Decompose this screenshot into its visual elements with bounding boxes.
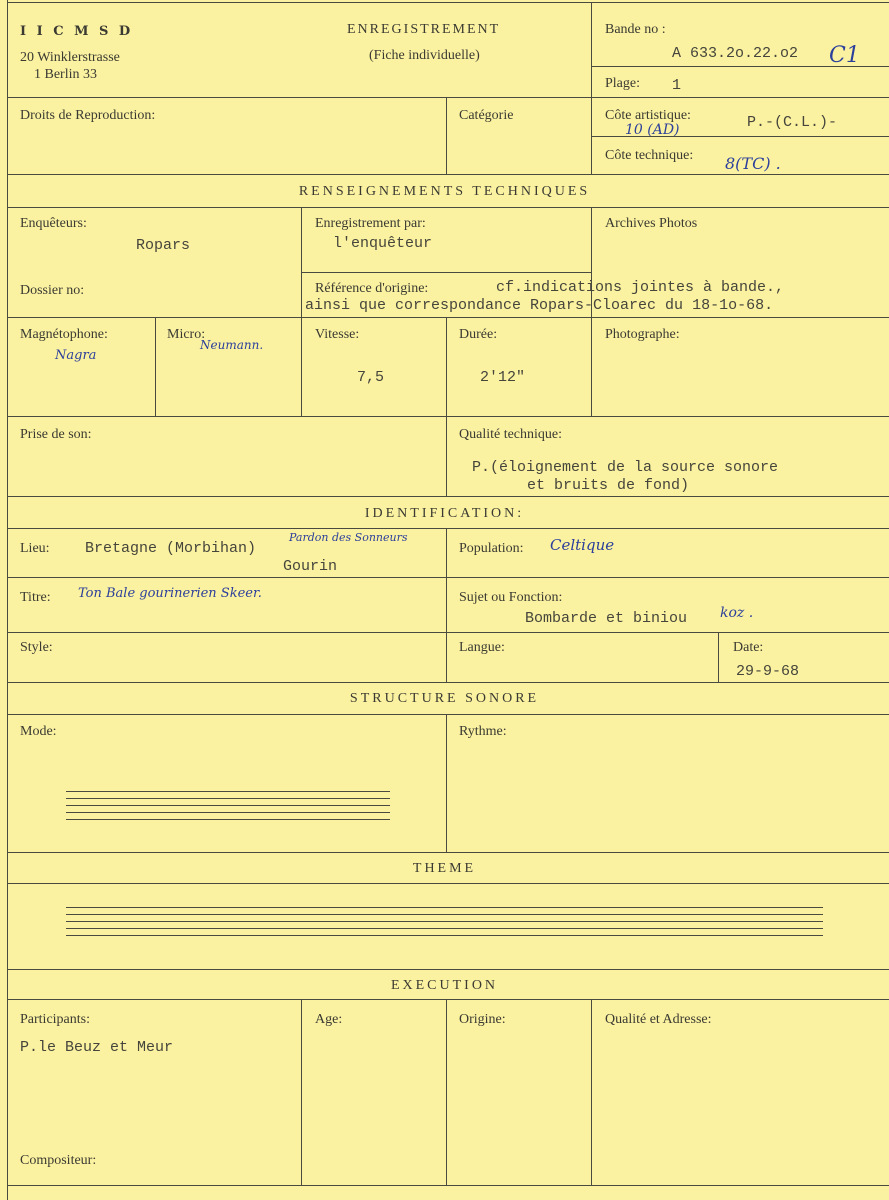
micro-label: Micro: (167, 327, 206, 342)
divider (591, 2, 592, 174)
date-label: Date: (733, 640, 764, 655)
divider (7, 416, 889, 417)
titre-label: Titre: (20, 590, 51, 605)
sujet-label: Sujet ou Fonction: (459, 590, 563, 605)
divider (7, 317, 889, 318)
divider (301, 207, 302, 416)
divider (7, 528, 889, 529)
mode-staff-lines (66, 791, 390, 826)
section-technique: RENSEIGNEMENTS TECHNIQUES (298, 184, 591, 199)
institution-street: 20 Winklerstrasse (20, 50, 120, 65)
theme-staff-lines (66, 907, 823, 942)
divider (301, 999, 302, 1185)
divider (446, 528, 447, 682)
micro-handwritten: Neumann. (200, 338, 264, 352)
cote-artistique-handwritten: 10 (AD) (625, 122, 680, 138)
origine-label: Origine: (459, 1012, 506, 1027)
divider (446, 999, 447, 1185)
categorie-label: Catégorie (459, 108, 514, 123)
dossier-label: Dossier no: (20, 283, 85, 298)
bottom-border (7, 1185, 889, 1186)
photographe-label: Photographe: (605, 327, 680, 342)
enqueteurs-label: Enquêteurs: (20, 216, 87, 231)
prise-de-son-label: Prise de son: (20, 427, 92, 442)
divider (718, 632, 719, 682)
divider (7, 97, 889, 98)
divider (7, 852, 889, 853)
droits-label: Droits de Reproduction: (20, 108, 156, 123)
divider (7, 883, 889, 884)
divider (7, 969, 889, 970)
vitesse-value: 7,5 (357, 369, 385, 386)
section-theme: THEME (412, 861, 477, 876)
qualite-technique-value-line2: et bruits de fond) (527, 477, 690, 494)
divider (7, 207, 889, 208)
left-border (7, 0, 8, 1200)
divider (446, 416, 447, 496)
style-label: Style: (20, 640, 53, 655)
lieu-handwritten: Pardon des Sonneurs (289, 531, 408, 544)
reference-label: Référence d'origine: (315, 281, 429, 296)
population-handwritten: Celtique (550, 536, 615, 554)
magnetophone-label: Magnétophone: (20, 327, 108, 342)
lieu-value: Bretagne (Morbihan) (85, 540, 257, 557)
qualite-technique-value-line1: P.(éloignement de la source sonore (472, 459, 779, 476)
section-execution: EXECUTION (390, 978, 499, 993)
reference-value-line2: ainsi que correspondance Ropars-Cloarec du 18-1o-68. (305, 297, 774, 314)
divider (155, 317, 156, 416)
rythme-label: Rythme: (459, 724, 507, 739)
divider (7, 682, 889, 683)
date-value: 29-9-68 (736, 663, 800, 680)
institution-city: 1 Berlin 33 (34, 67, 97, 82)
participants-value: P.le Beuz et Meur (20, 1039, 174, 1056)
section-structure-sonore: STRUCTURE SONORE (349, 691, 540, 706)
vitesse-label: Vitesse: (315, 327, 360, 342)
top-border (7, 2, 889, 3)
bande-label: Bande no : (605, 22, 666, 37)
lieu-value-2: Gourin (283, 558, 338, 575)
magnetophone-handwritten: Nagra (55, 348, 97, 363)
section-identification: IDENTIFICATION: (364, 506, 525, 521)
sujet-handwritten: koz . (720, 605, 754, 621)
cote-technique-label: Côte technique: (605, 148, 694, 163)
participants-label: Participants: (20, 1012, 90, 1027)
duree-label: Durée: (459, 327, 498, 342)
enregistrement-label: Enregistrement par: (315, 216, 426, 231)
divider (301, 272, 591, 273)
plage-label: Plage: (605, 76, 640, 91)
enqueteurs-value: Ropars (136, 237, 191, 254)
age-label: Age: (315, 1012, 343, 1027)
divider (7, 999, 889, 1000)
divider (591, 999, 592, 1185)
reference-value-line1: cf.indications jointes à bande., (496, 279, 785, 296)
cote-technique-handwritten: 8(TC) . (725, 154, 781, 173)
archives-label: Archives Photos (605, 216, 698, 231)
divider (446, 317, 447, 416)
compositeur-label: Compositeur: (20, 1153, 97, 1168)
mode-label: Mode: (20, 724, 57, 739)
langue-label: Langue: (459, 640, 505, 655)
divider (446, 714, 447, 852)
bande-value: A 633.2o.22.o2 (672, 45, 799, 62)
form-title: ENREGISTREMENT (347, 22, 501, 37)
population-label: Population: (459, 541, 524, 556)
duree-value: 2'12" (480, 369, 526, 386)
sujet-value: Bombarde et biniou (525, 610, 688, 627)
cote-artistique-label: Côte artistique: (605, 108, 691, 123)
bande-handwritten: C1 (829, 43, 860, 68)
divider (7, 714, 889, 715)
plage-value: 1 (672, 77, 682, 94)
divider (7, 577, 889, 578)
lieu-label: Lieu: (20, 541, 50, 556)
qualite-technique-label: Qualité technique: (459, 427, 563, 442)
enregistrement-value: l'enquêteur (333, 235, 433, 252)
cote-artistique-value: P.-(C.L.)- (747, 114, 838, 131)
divider (446, 97, 447, 174)
institution-logo: I I C M S D (20, 24, 134, 39)
form-subtitle: (Fiche individuelle) (369, 48, 480, 63)
titre-handwritten: Ton Bale gourinerien Skeer. (78, 586, 262, 601)
divider (7, 496, 889, 497)
qualite-adresse-label: Qualité et Adresse: (605, 1012, 712, 1027)
divider (7, 632, 889, 633)
divider (7, 174, 889, 175)
